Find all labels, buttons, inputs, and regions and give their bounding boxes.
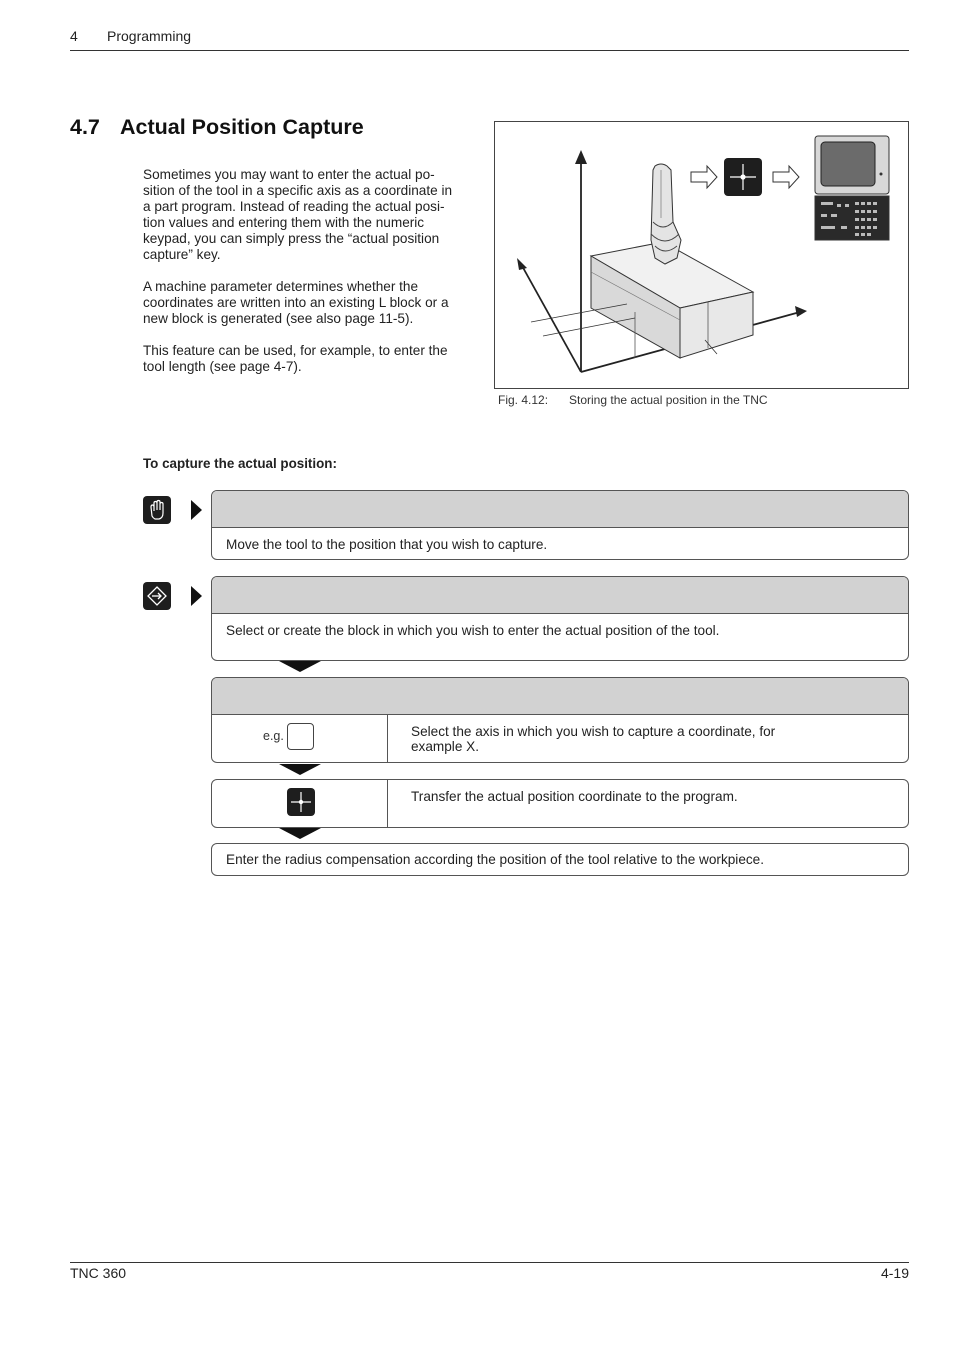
figure-illustration — [494, 121, 909, 389]
section-title — [70, 115, 364, 140]
procedure-heading: To capture the actual position: — [143, 456, 337, 471]
header-chapter-title: Programming — [107, 28, 192, 44]
step3-text: Select the axis in which you wish to capture a coordinate, for example X. — [411, 724, 776, 754]
axis-key-icon — [287, 723, 314, 750]
intro-paragraph-3: This feature can be used, for example, to enter the tool length (see page 4-7). — [143, 343, 448, 374]
header-chapter-number: 4 — [70, 28, 78, 44]
manual-operation-icon — [143, 496, 171, 524]
footer-rule — [70, 1262, 909, 1263]
step3-header — [212, 678, 908, 714]
step4-row — [211, 779, 909, 828]
step4-text: Transfer the actual position coordinate to the program. — [411, 789, 738, 804]
step1-text: Move the tool to the position that you wish to capture. — [226, 537, 548, 552]
step2-text: Select or create the block in which you wish to enter the actual position of the tool. — [226, 623, 720, 638]
step5-box — [211, 843, 909, 876]
intro-paragraph-1: Sometimes you may want to enter the actual po- sition of the tool in a specific axis as a coordinate in a part program. Instead of reading the actual posi- tion values and entering them with the numeric keypad, you can simply press the “actual position capture” key. — [143, 167, 453, 262]
header-rule — [70, 50, 909, 51]
step2-header — [212, 577, 908, 614]
flow-down-arrow-icon — [279, 661, 321, 672]
footer-product: TNC 360 — [70, 1265, 127, 1281]
figure-label: Fig. 4.12: — [498, 393, 549, 407]
figure-caption: Storing the actual position in the TNC — [569, 393, 768, 407]
step5-text: Enter the radius compensation according the position of the tool relative to the workpiece. — [226, 852, 765, 867]
section-title-text: Actual Position Capture — [120, 115, 364, 139]
flow-down-arrow-icon — [279, 828, 321, 839]
step2-box — [211, 576, 909, 661]
step1-header — [212, 491, 908, 528]
step1-box — [211, 490, 909, 560]
figure-drawing — [495, 122, 908, 388]
footer-page-number: 4-19 — [880, 1265, 909, 1281]
flow-down-arrow-icon — [279, 764, 321, 775]
step3-row — [211, 714, 909, 763]
step-arrow-icon — [191, 500, 202, 520]
step3-header-box — [211, 677, 909, 715]
step-arrow-icon — [191, 586, 202, 606]
actual-position-capture-icon — [287, 788, 315, 816]
programming-editing-icon — [143, 582, 171, 610]
step3-eg-label: e.g. — [263, 729, 284, 743]
section-number: 4.7 — [70, 115, 100, 139]
intro-paragraph-2: A machine parameter determines whether the coordinates are written into an existing L block or a new block is generated (see also page 11-5). — [143, 279, 449, 326]
